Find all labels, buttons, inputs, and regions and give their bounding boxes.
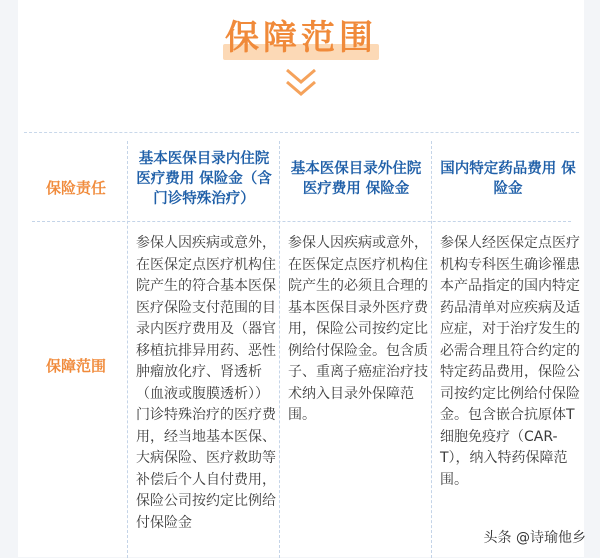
column-body-special-drugs: 参保人经医保定点医疗机构专科医生确诊罹患本产品指定的国内特定药品清单对应疾病及适应症，对于治疗发生的必需合理且符合约定的特定药品费用，保险公司按约定比例给付保险金。包含嵌合抗原体T细胞免疫疗（CAR-T），纳入特药保障范围。 bbox=[440, 235, 580, 488]
column-header-in-list: 基本医保目录内住院医疗费用 保险金（含门诊特殊治疗） bbox=[136, 151, 272, 207]
title-block bbox=[18, 0, 584, 112]
label-scope: 保障范围 bbox=[45, 357, 106, 375]
column-body-out-list: 参保人因疾病或意外，在医保定点医疗机构住院产生的必须且合理的基本医保目录外医疗费用，保险公司按约定比例给付保险金。包含质子、重离子癌症治疗技术纳入目录外保障范围。 bbox=[288, 235, 428, 423]
chevron-down-icon bbox=[283, 66, 319, 102]
column-body-in-list: 参保人因疾病或意外，在医保定点医疗机构住院产生的符合基本医保医疗保险支付范围的目录内医疗费用及（器官移植抗排异用药、恶性肿瘤放化疗、肾透析（血液或腹膜透析））门诊特殊治疗的医疗费用，经当地基本医保、大病保险、医疗救助等补偿后个人自付费用，保险公司按约定比例给付保险金 bbox=[136, 235, 276, 531]
watermark: 头条 @诗瑜他乡 bbox=[483, 530, 586, 546]
column-divider bbox=[279, 141, 280, 558]
column-header-out-list: 基本医保目录外住院医疗费用 保险金 bbox=[290, 161, 422, 197]
column-header-special-drugs: 国内特定药品费用 保险金 bbox=[440, 161, 576, 197]
label-responsibility: 保险责任 bbox=[45, 179, 106, 197]
column-divider bbox=[431, 141, 432, 558]
coverage-card bbox=[18, 0, 584, 557]
coverage-table bbox=[24, 132, 579, 558]
page-title: 保障范围 bbox=[225, 18, 377, 58]
row-divider bbox=[32, 221, 571, 222]
column-divider bbox=[127, 141, 128, 558]
